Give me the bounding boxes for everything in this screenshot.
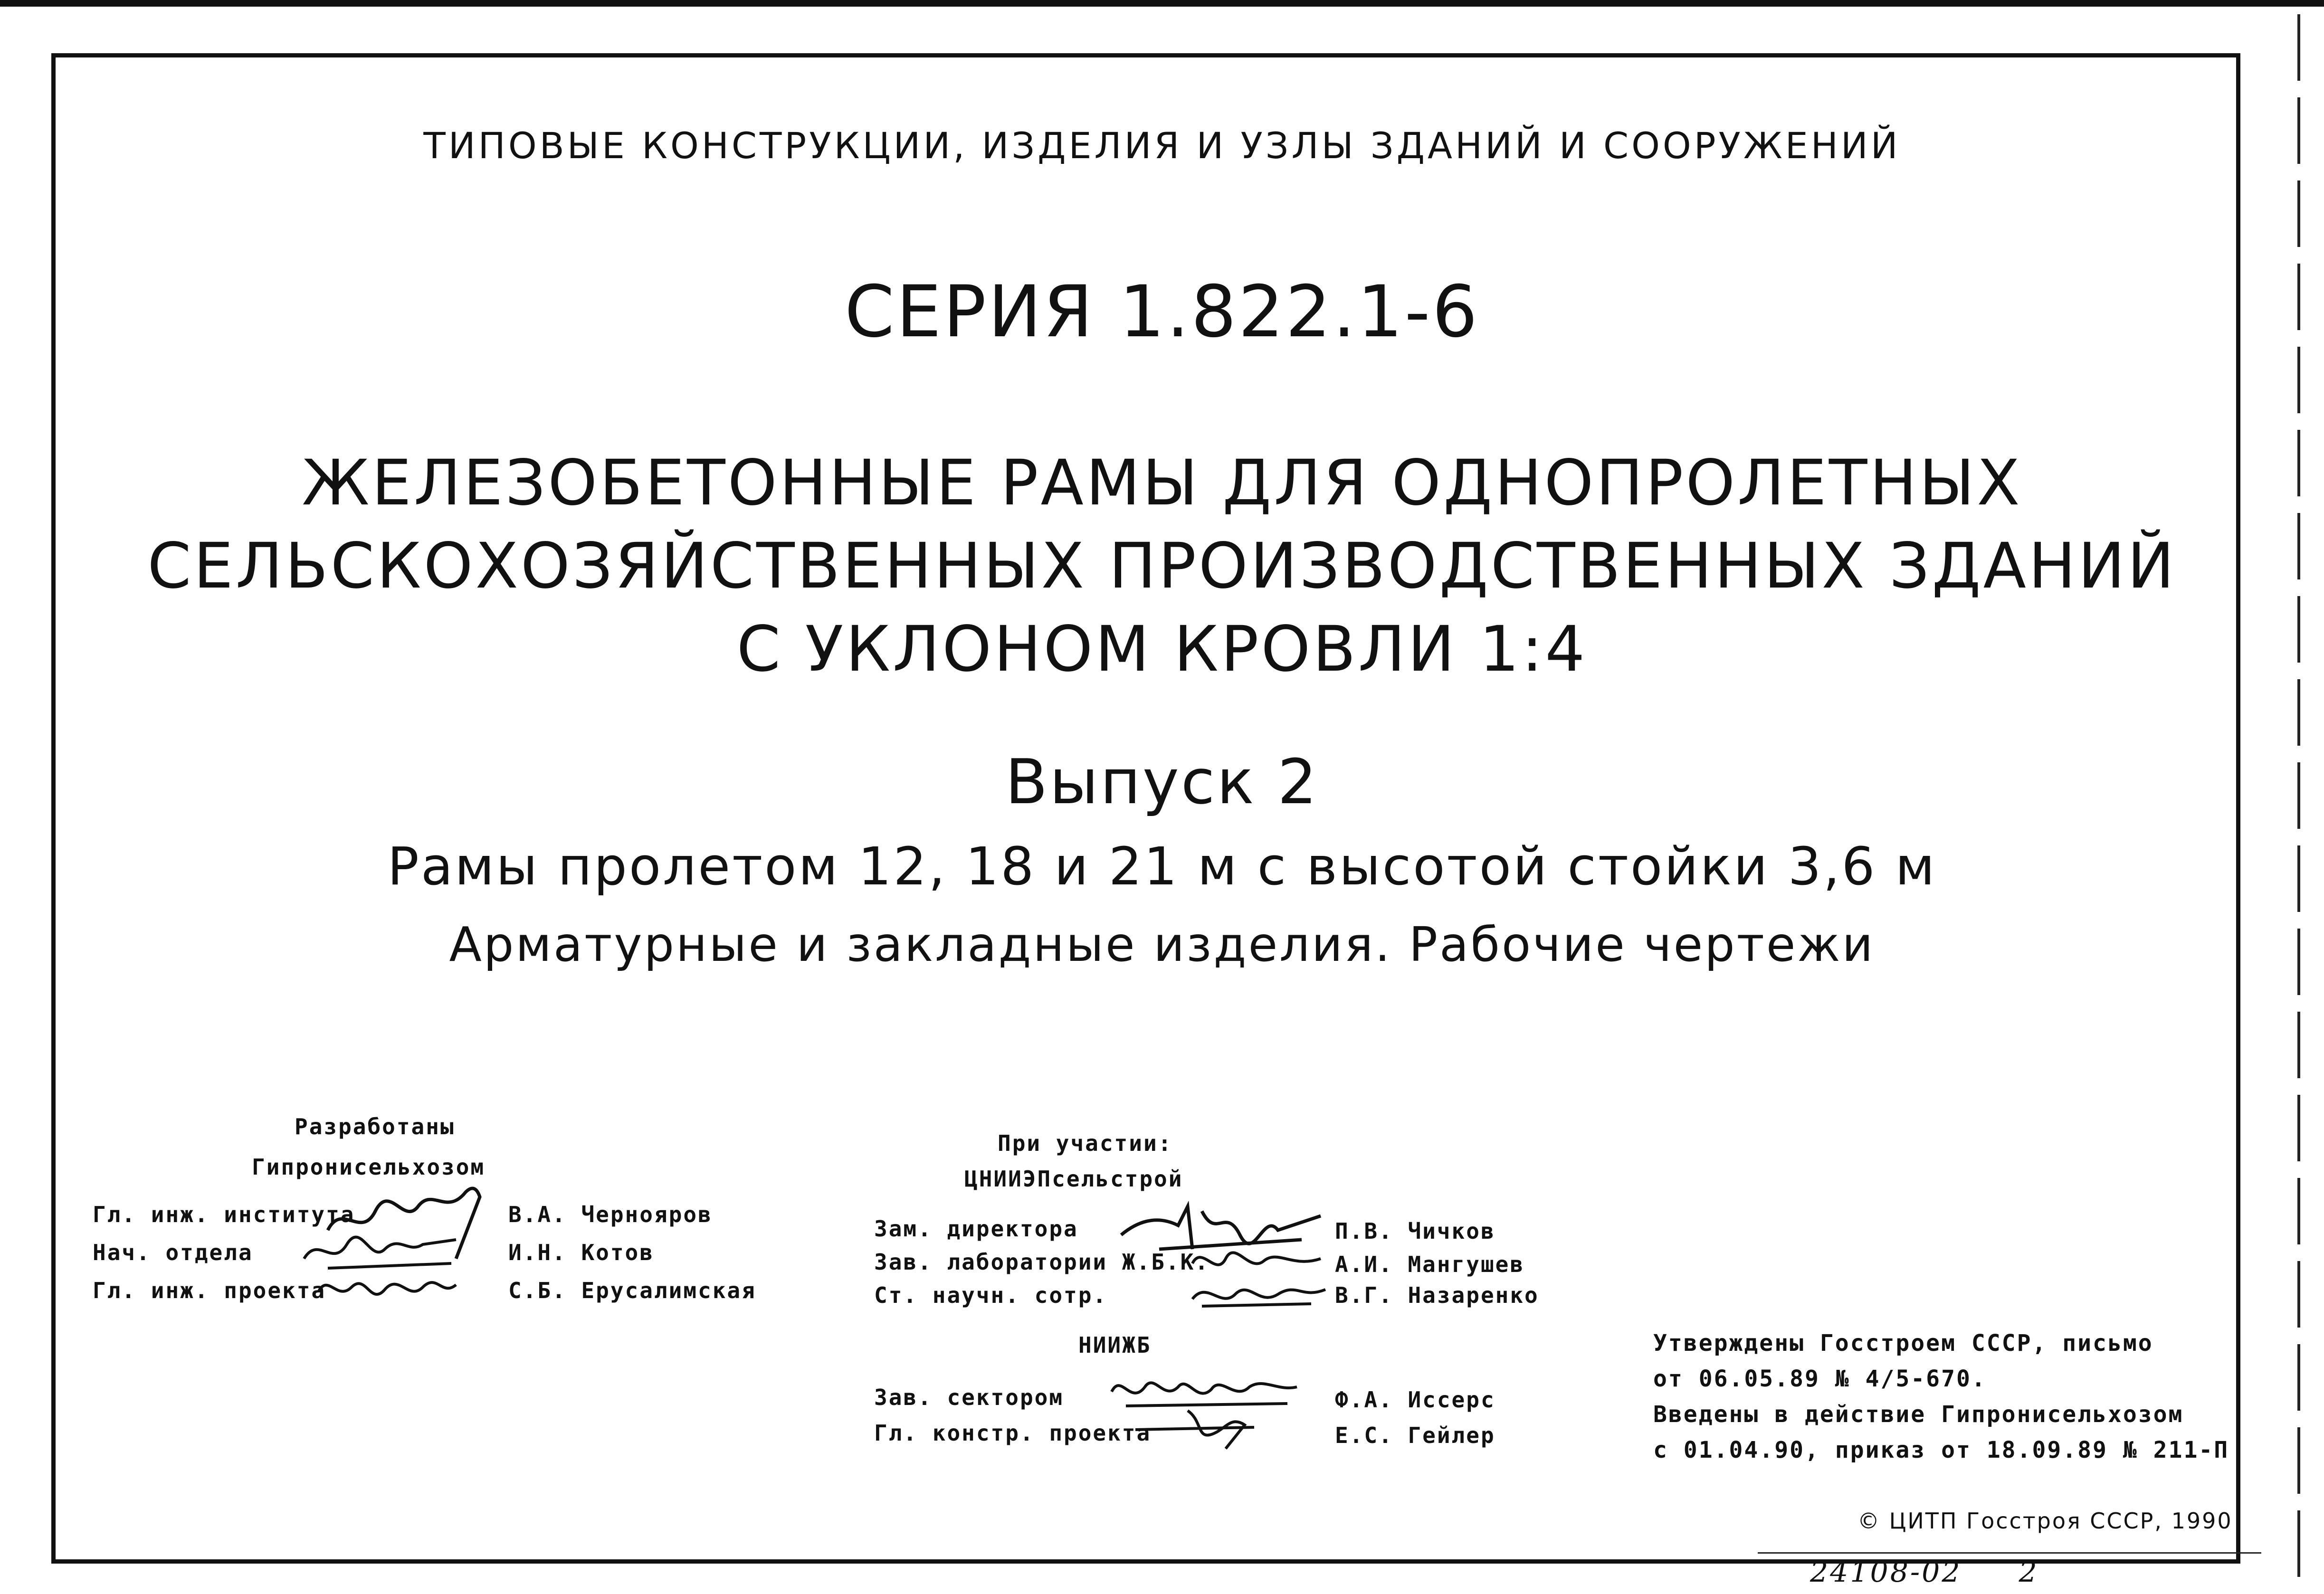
archive-number: 24108-02	[1810, 1556, 1962, 1589]
document-title-line-2: СЕЛЬСКОХОЗЯЙСТВЕННЫХ ПРОИЗВОДСТВЕННЫХ ЗДАНИЙ	[147, 530, 2177, 603]
collection-header: ТИПОВЫЕ КОНСТРУКЦИИ, ИЗДЕЛИЯ И УЗЛЫ ЗДАНИЙ И СООРУЖЕНИЙ	[423, 124, 1901, 167]
participation-name-2: А.И. Мангушев	[1335, 1252, 1525, 1277]
participation-role-1: Зам. директора	[874, 1216, 1078, 1242]
developer-name-1: В.А. Чернояров	[508, 1202, 713, 1227]
participation-role-5: Гл. констр. проекта	[874, 1420, 1152, 1446]
participation-org-2: НИИЖБ	[1078, 1332, 1152, 1358]
approval-line-3: Введены в действие Гипронисельхозом	[1653, 1401, 2184, 1428]
approval-line-2: от 06.05.89 № 4/5-670.	[1653, 1366, 1987, 1392]
archive-stamp	[1810, 1556, 2039, 1589]
participation-name-1: П.В. Чичков	[1335, 1218, 1495, 1244]
participation-org-1: ЦНИИЭПсельстрой	[964, 1166, 1183, 1192]
participation-name-3: В.Г. Назаренко	[1335, 1282, 1539, 1308]
sheet-number: 2	[2019, 1556, 2039, 1589]
document-title-line-1: ЖЕЛЕЗОБЕТОННЫЕ РАМЫ ДЛЯ ОДНОПРОЛЕТНЫХ	[302, 446, 2022, 520]
participation-role-2: Зав. лаборатории Ж.Б.К.	[874, 1249, 1210, 1275]
copyright-notice: © ЦИТП Госстроя СССР, 1990	[1857, 1508, 2233, 1534]
participation-heading: При участии:	[998, 1130, 1173, 1156]
participation-name-4: Ф.А. Иссерс	[1335, 1387, 1495, 1413]
issue-label: Выпуск 2	[1005, 746, 1319, 818]
participation-name-5: Е.С. Гейлер	[1335, 1423, 1495, 1448]
developer-name-3: С.Б. Ерусалимская	[508, 1278, 756, 1303]
developer-name-2: И.Н. Котов	[508, 1240, 654, 1265]
document-title-line-3: С УКЛОНОМ КРОВЛИ 1:4	[736, 613, 1588, 686]
series-title: СЕРИЯ 1.822.1-6	[844, 271, 1480, 353]
participation-role-4: Зав. сектором	[874, 1385, 1064, 1410]
participation-role-3: Ст. научн. сотр.	[874, 1282, 1108, 1308]
developer-role-2: Нач. отдела	[93, 1240, 253, 1265]
developer-heading: Разработаны	[295, 1114, 455, 1139]
archive-rule	[1758, 1552, 2261, 1554]
issue-spans: Рамы пролетом 12, 18 и 21 м с высотой стойки 3,6 м	[387, 836, 1937, 897]
developer-role-1: Гл. инж. института	[93, 1202, 355, 1227]
developer-role-3: Гл. инж. проекта	[93, 1278, 326, 1303]
approval-line-1: Утверждены Госстроем СССР, письмо	[1653, 1330, 2153, 1357]
approval-line-4: с 01.04.90, приказ от 18.09.89 № 211-П	[1653, 1437, 2229, 1463]
developer-org: Гипронисельхозом	[252, 1154, 486, 1180]
issue-contents: Арматурные и закладные изделия. Рабочие чертежи	[449, 917, 1875, 972]
